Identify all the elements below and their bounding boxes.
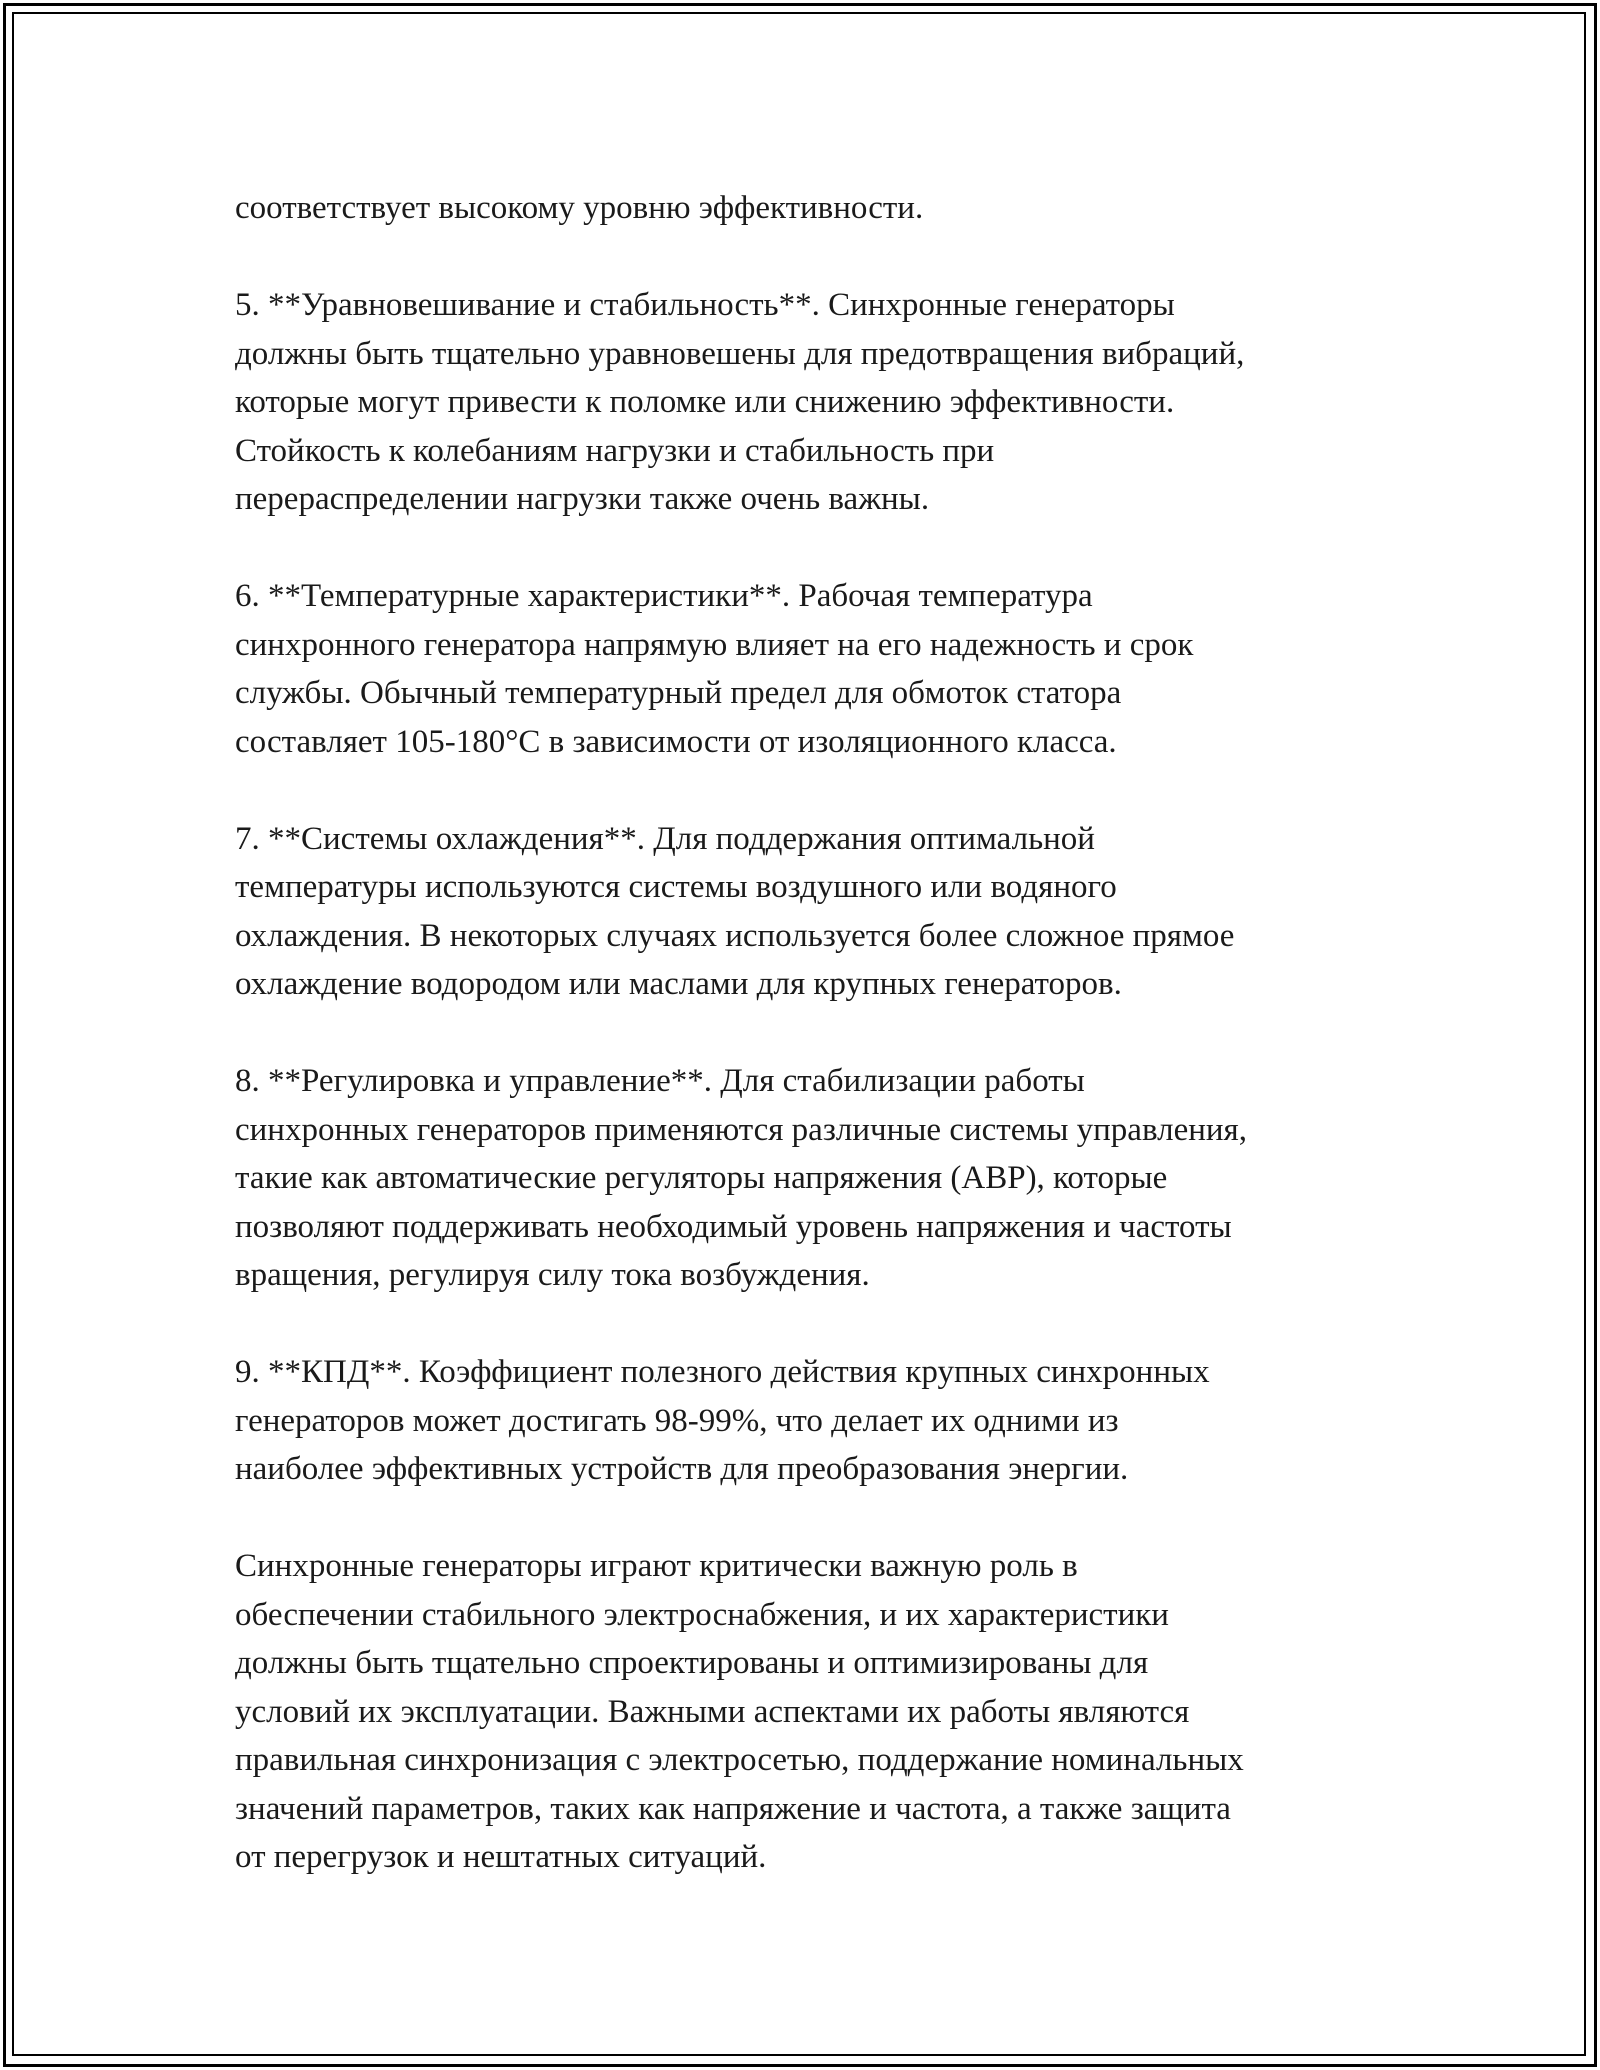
paragraph-item-7-cooling: 7. **Системы охлаждения**. Для поддержания оптимальной температуры используются системы воздушного или водяного охлаждения. В некоторых случаях используется более сложное прямое охлаждение водородом или маслами для крупных генераторов.: [235, 820, 1235, 1002]
document-body: [235, 184, 1375, 1930]
paragraph-continuation: соответствует высокому уровню эффективности.: [235, 190, 924, 226]
paragraph-item-8-regulation: 8. **Регулировка и управление**. Для стабилизации работы синхронных генераторов применяются различные системы управления, такие как автоматические регуляторы напряжения (АВР), которые позволяют поддерживать необходимый уровень напряжения и частоты вращения, регулируя силу тока возбуждения.: [235, 1063, 1247, 1293]
paragraph-item-6-temperature: 6. **Температурные характеристики**. Рабочая температура синхронного генератора напрямую влияет на его надежность и срок службы. Обычный температурный предел для обмоток статора составляет 105-180°C в зависимости от изоляционного класса.: [235, 578, 1194, 760]
paragraph-conclusion: Синхронные генераторы играют критически важную роль в обеспечении стабильного электроснабжения, и их характеристики должны быть тщательно спроектированы и оптимизированы для условий их эксплуатации. Важными аспектами их работы являются правильная синхронизация с электросетью, поддержание номинальных значений параметров, таких как напряжение и частота, а также защита от перегрузок и нештатных ситуаций.: [235, 1548, 1244, 1875]
paragraph-item-9-efficiency: 9. **КПД**. Коэффициент полезного действия крупных синхронных генераторов может достигать 98-99%, что делает их одними из наиболее эффективных устройств для преобразования энергии.: [235, 1354, 1210, 1487]
paragraph-item-5-balancing: 5. **Уравновешивание и стабильность**. Синхронные генераторы должны быть тщательно уравновешены для предотвращения вибраций, которые могут привести к поломке или снижению эффективности. Стойкость к колебаниям нагрузки и стабильность при перераспределении нагрузки также очень важны.: [235, 287, 1245, 517]
